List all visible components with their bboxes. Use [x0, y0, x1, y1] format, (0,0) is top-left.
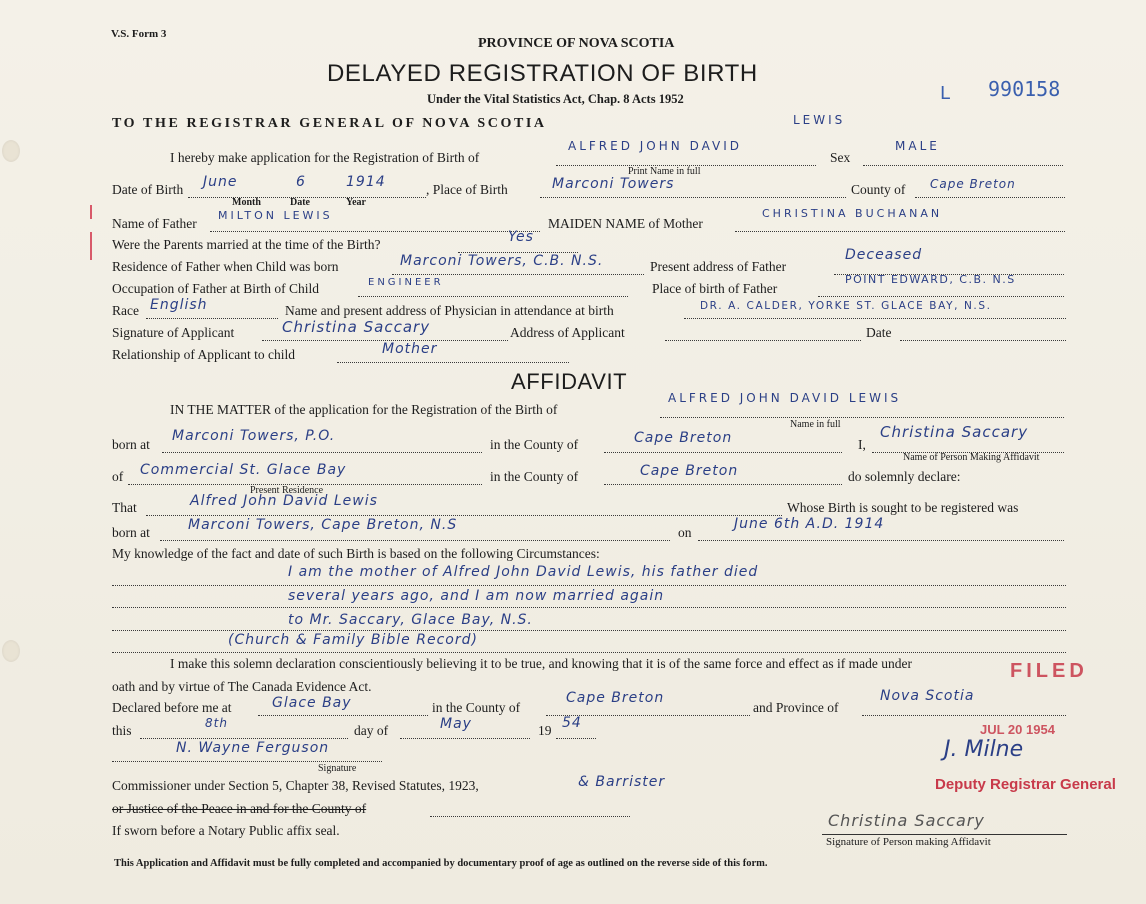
name-in-full-label: Name in full: [790, 419, 841, 430]
present-address-value: Deceased: [845, 247, 923, 263]
physician-value: DR. A. CALDER, YORKE ST. GLACE BAY, N.S.: [700, 300, 992, 312]
binder-hole: [2, 640, 20, 662]
i-label: I,: [858, 437, 866, 452]
pob-value: Marconi Towers: [552, 176, 675, 192]
on-label: on: [678, 525, 692, 540]
binder-hole: [2, 140, 20, 162]
act-reference: Under the Vital Statistics Act, Chap. 8 Acts 1952: [427, 92, 684, 106]
margin-mark: [90, 232, 92, 260]
month-value: May: [440, 716, 472, 732]
county-label: County of: [851, 182, 906, 197]
surname-value: LEWIS: [793, 113, 846, 127]
present-residence-label: Present Residence: [250, 485, 324, 496]
county-label-3: in the County of: [490, 469, 579, 484]
affidavit-name-value: ALFRED JOHN DAVID LEWIS: [668, 391, 902, 405]
that-name-value: Alfred John David Lewis: [190, 493, 378, 509]
sex-value: MALE: [895, 139, 940, 153]
residence-value: Marconi Towers, C.B. N.S.: [400, 253, 604, 269]
circumstances-line-1: I am the mother of Alfred John David Lewis, his father died: [288, 564, 759, 580]
applicant-signature-value: Christina Saccary: [282, 318, 431, 336]
signature-label: Signature of Applicant: [112, 325, 235, 340]
year-prefix-label: 19: [538, 723, 552, 738]
dob-month-value: June: [203, 174, 238, 190]
affidavit-title: AFFIDAVIT: [511, 369, 628, 394]
declared-at-value: Glace Bay: [272, 695, 352, 711]
married-label: Were the Parents married at the time of the Birth?: [112, 237, 381, 252]
circumstances-line-4: (Church & Family Bible Record): [228, 632, 478, 648]
county-label-4: in the County of: [432, 700, 521, 715]
circumstances-line-2: several years ago, and I am now married again: [288, 588, 665, 604]
footer-note: This Application and Affidavit must be fully completed and accompanied by documentary proof of age as outlined on the reverse side of this form.: [114, 858, 768, 869]
affiant-signature-value: Christina Saccary: [828, 811, 985, 830]
form-number: V.S. Form 3: [111, 28, 167, 40]
pob-label: , Place of Birth: [426, 182, 508, 197]
year-label: Year: [346, 197, 366, 208]
present-address-label: Present address of Father: [650, 259, 787, 274]
born-at-value-2: Marconi Towers, Cape Breton, N.S: [188, 517, 458, 533]
signature-caption: Signature: [318, 763, 357, 774]
physician-label: Name and present address of Physician in attendance at birth: [285, 303, 614, 318]
county-value-4: Cape Breton: [566, 690, 665, 706]
justice-label: or Justice of the Peace in and for the County of: [112, 801, 367, 816]
filed-stamp: FILED: [1010, 660, 1088, 682]
father-value: MILTON LEWIS: [218, 209, 333, 222]
this-label: this: [112, 723, 132, 738]
registrar-heading: TO THE REGISTRAR GENERAL OF NOVA SCOTIA: [112, 116, 547, 131]
check-mark: L: [940, 83, 952, 104]
province-heading: PROVINCE OF NOVA SCOTIA: [478, 36, 675, 51]
deputy-signature: J. Milne: [944, 737, 1024, 762]
registration-number: 990158: [988, 77, 1061, 101]
residence-value-2: Commercial St. Glace Bay: [140, 462, 347, 478]
sig-person-label: Signature of Person making Affidavit: [826, 836, 991, 848]
knowledge-label: My knowledge of the fact and date of such Birth is based on the following Circumstances:: [112, 546, 600, 561]
race-value: English: [150, 297, 208, 313]
commissioner-label: Commissioner under Section 5, Chapter 38, Revised Statutes, 1923,: [112, 778, 479, 793]
deputy-registrar-stamp: Deputy Registrar General: [935, 776, 1116, 793]
mother-label: MAIDEN NAME of Mother: [548, 216, 703, 231]
whose-birth-label: Whose Birth is sought to be registered was: [787, 500, 1019, 515]
county-value: Cape Breton: [930, 177, 1016, 191]
margin-mark: [90, 205, 92, 219]
county-value-2: Cape Breton: [634, 430, 733, 446]
sex-label: Sex: [830, 150, 851, 165]
county-value-3: Cape Breton: [640, 463, 739, 479]
day-of-label: day of: [354, 723, 389, 738]
born-at-value: Marconi Towers, P.O.: [172, 428, 336, 444]
filed-date-stamp: JUL 20 1954: [980, 722, 1055, 737]
province-value: Nova Scotia: [880, 688, 975, 704]
name-person-label: Name of Person Making Affidavit: [903, 452, 1040, 463]
form-title: DELAYED REGISTRATION OF BIRTH: [327, 60, 758, 87]
occupation-value: ENGINEER: [368, 277, 444, 288]
father-pob-value: POINT EDWARD, C.B. N.S: [845, 273, 1016, 286]
on-date-value: June 6th A.D. 1914: [734, 516, 885, 532]
county-label-2: in the County of: [490, 437, 579, 452]
father-pob-label: Place of birth of Father: [652, 281, 778, 296]
race-label: Race: [112, 303, 139, 318]
year-value: 54: [562, 715, 582, 731]
occupation-label: Occupation of Father at Birth of Child: [112, 281, 319, 296]
born-at-label: born at: [112, 437, 150, 452]
declaration-line-1: I make this solemn declaration conscientiously believing it to be true, and knowing that it is of the same force and effect as if made under: [170, 656, 913, 671]
born-at-label-2: born at: [112, 525, 150, 540]
date-field-label: Date: [866, 325, 892, 340]
commissioner-signature-value: N. Wayne Ferguson: [176, 740, 330, 756]
province-label: and Province of: [753, 700, 839, 715]
dob-day-value: 6: [296, 174, 306, 190]
declare-label: do solemnly declare:: [848, 469, 961, 484]
child-name-value: ALFRED JOHN DAVID: [568, 139, 743, 153]
relationship-label: Relationship of Applicant to child: [112, 347, 295, 362]
date-label: Date: [290, 197, 310, 208]
declared-label: Declared before me at: [112, 700, 232, 715]
address-label: Address of Applicant: [510, 325, 625, 340]
barrister-value: & Barrister: [578, 774, 666, 790]
day-value: 8th: [205, 716, 228, 730]
matter-label: IN THE MATTER of the application for the Registration of the Birth of: [170, 402, 558, 417]
mother-value: CHRISTINA BUCHANAN: [762, 207, 943, 220]
affiant-name-value: Christina Saccary: [880, 423, 1029, 441]
that-label: That: [112, 500, 137, 515]
declaration-line-2: oath and by virtue of The Canada Evidence Act.: [112, 679, 372, 694]
dob-year-value: 1914: [346, 174, 386, 190]
circumstances-line-3: to Mr. Saccary, Glace Bay, N.S.: [288, 612, 533, 628]
father-label: Name of Father: [112, 216, 197, 231]
dob-label: Date of Birth: [112, 182, 184, 197]
month-label: Month: [232, 197, 261, 208]
apply-label: I hereby make application for the Registration of Birth of: [170, 150, 480, 165]
relationship-value: Mother: [382, 341, 438, 357]
married-value: Yes: [508, 229, 534, 245]
of-label: of: [112, 469, 124, 484]
notary-label: If sworn before a Notary Public affix seal.: [112, 823, 340, 838]
residence-label: Residence of Father when Child was born: [112, 259, 339, 274]
print-name-label: Print Name in full: [628, 166, 701, 177]
